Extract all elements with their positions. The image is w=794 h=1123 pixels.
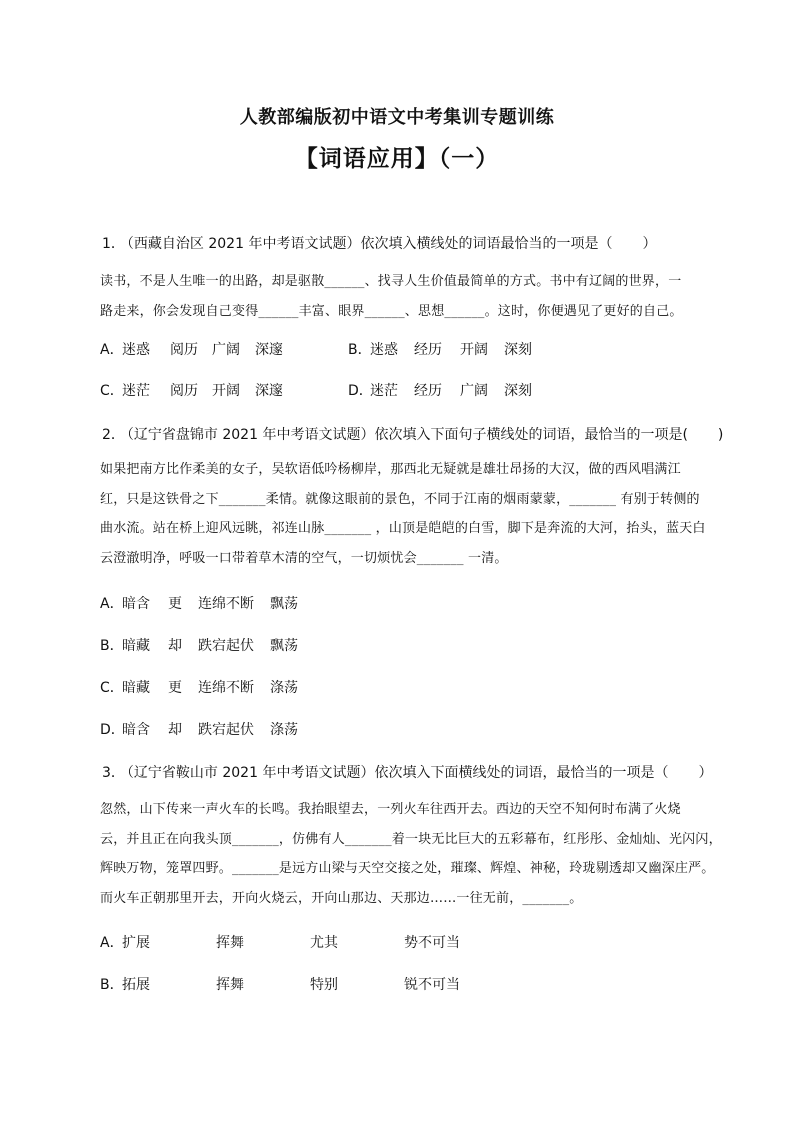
question-stem-text: （西藏自治区 2021 年中考语文试题）依次填入横线处的词语最恰当的一项是（	[126, 236, 613, 252]
passage-line: 忽然，山下传来一声火车的长鸣。我抬眼望去，一列火车往西开去。西边的天空不知何时布满了火烧	[100, 802, 681, 817]
option-word: 却	[168, 638, 182, 654]
option-word: 暗含	[122, 722, 150, 738]
option-word: 暗藏	[122, 638, 150, 654]
option-word: 深刻	[504, 383, 532, 399]
option-word: 尤其	[310, 935, 338, 951]
option-key: C．	[100, 680, 124, 696]
answer-paren-close: ）	[642, 236, 657, 252]
question-number: 2．	[102, 427, 125, 443]
option-key: A．	[100, 935, 124, 951]
question-number: 1．	[102, 236, 125, 252]
option-word: 挥舞	[216, 935, 244, 951]
passage-line: 如果把南方比作柔美的女子，吴软语低吟杨柳岸，那西北无疑就是雄壮昂扬的大汉，做的西风唱满江	[100, 462, 681, 477]
option-key: B．	[100, 638, 124, 654]
passage-line: 红，只是这铁骨之下_______柔情。就像这眼前的景色，不同于江南的烟雨蒙蒙，_______ 有别于转侧的	[100, 491, 700, 507]
passage-line: 路走来，你会发现自己变得______丰富、眼界______、思想______。这时，你便遇见了更好的自己。	[100, 303, 683, 319]
passage-line: 云，并且正在向我头顶_______，仿佛有人_______着一块无比巨大的五彩幕布，红彤彤、金灿灿、光闪闪，	[100, 831, 722, 847]
option-word: 迷惑	[370, 342, 398, 358]
option-word: 势不可当	[404, 935, 460, 951]
option-key: A．	[100, 596, 124, 612]
option-key: B．	[100, 977, 124, 993]
option-word: 暗藏	[122, 680, 150, 696]
option-word: 却	[168, 722, 182, 738]
option-word: 阅历	[170, 342, 198, 358]
option-word: 暗含	[122, 596, 150, 612]
option-word: 阅历	[170, 383, 198, 399]
question-2-stem	[102, 425, 722, 445]
option-word: 飘荡	[270, 638, 298, 654]
page-subtitle: 【词语应用】（一）	[294, 145, 500, 172]
option-word: 跌宕起伏	[198, 722, 254, 738]
passage-line: 辉映万物，笼罩四野。_______是远方山梁与天空交接之处，璀璨、辉煌、神秘，玲珑剔透却又幽深庄严。	[100, 861, 715, 876]
option-word: 更	[168, 596, 182, 612]
option-word: 深邃	[255, 342, 283, 358]
option-word: 拓展	[122, 977, 150, 993]
option-word: 开阔	[460, 342, 488, 358]
question-2-passage	[100, 455, 720, 573]
question-3-stem	[102, 763, 722, 783]
option-word: 深刻	[504, 342, 532, 358]
option-word: 迷茫	[122, 383, 150, 399]
option-key: A．	[100, 342, 124, 358]
option-word: 跌宕起伏	[198, 638, 254, 654]
option-word: 经历	[414, 383, 442, 399]
passage-line: 读书，不是人生唯一的出路，却是驱散______、找寻人生价值最简单的方式。书中有辽阔的世界，一	[100, 274, 682, 289]
option-key: D．	[348, 383, 373, 399]
option-word: 开阔	[212, 383, 240, 399]
option-word: 深邃	[255, 383, 283, 399]
page-title: 人教部编版初中语文中考集训专题训练	[239, 107, 555, 128]
option-word: 迷惑	[122, 342, 150, 358]
option-key: B．	[348, 342, 372, 358]
option-word: 锐不可当	[404, 977, 460, 993]
question-3-passage	[100, 795, 720, 913]
option-word: 挥舞	[216, 977, 244, 993]
option-word: 特别	[310, 977, 338, 993]
option-key: D．	[100, 722, 125, 738]
option-word: 扩展	[122, 935, 150, 951]
option-key: C．	[100, 383, 124, 399]
option-word: 经历	[414, 342, 442, 358]
option-word: 飘荡	[270, 596, 298, 612]
question-1-stem	[102, 234, 722, 254]
option-word: 广阔	[212, 342, 240, 358]
passage-line: 云澄澈明净，呼吸一口带着草木清的空气，一切烦忧会_______ 一清。	[100, 550, 508, 566]
question-stem-text: （辽宁省鞍山市 2021 年中考语文试题）依次填入下面横线处的词语，最恰当的一项是（	[126, 765, 669, 781]
option-word: 迷茫	[370, 383, 398, 399]
answer-paren-close: )	[717, 427, 724, 443]
option-word: 连绵不断	[198, 680, 254, 696]
question-stem-text: （辽宁省盘锦市 2021 年中考语文试题）依次填入下面句子横线处的词语，最恰当的一项是(	[126, 427, 688, 443]
option-word: 广阔	[460, 383, 488, 399]
passage-line: 而火车正朝那里开去，开向火烧云，开向山那边、天那边……一往无前，_______。	[100, 890, 583, 906]
option-word: 涤荡	[270, 722, 298, 738]
question-number: 3．	[102, 765, 125, 781]
option-word: 连绵不断	[198, 596, 254, 612]
passage-line: 曲水流。站在桥上迎风远眺，祁连山脉_______ ，山顶是皑皑的白雪，脚下是奔流的大河，抬头，蓝天白	[100, 521, 706, 536]
option-word: 更	[168, 680, 182, 696]
option-word: 涤荡	[270, 680, 298, 696]
question-1-passage	[100, 267, 720, 326]
answer-paren-close: ）	[698, 765, 713, 781]
